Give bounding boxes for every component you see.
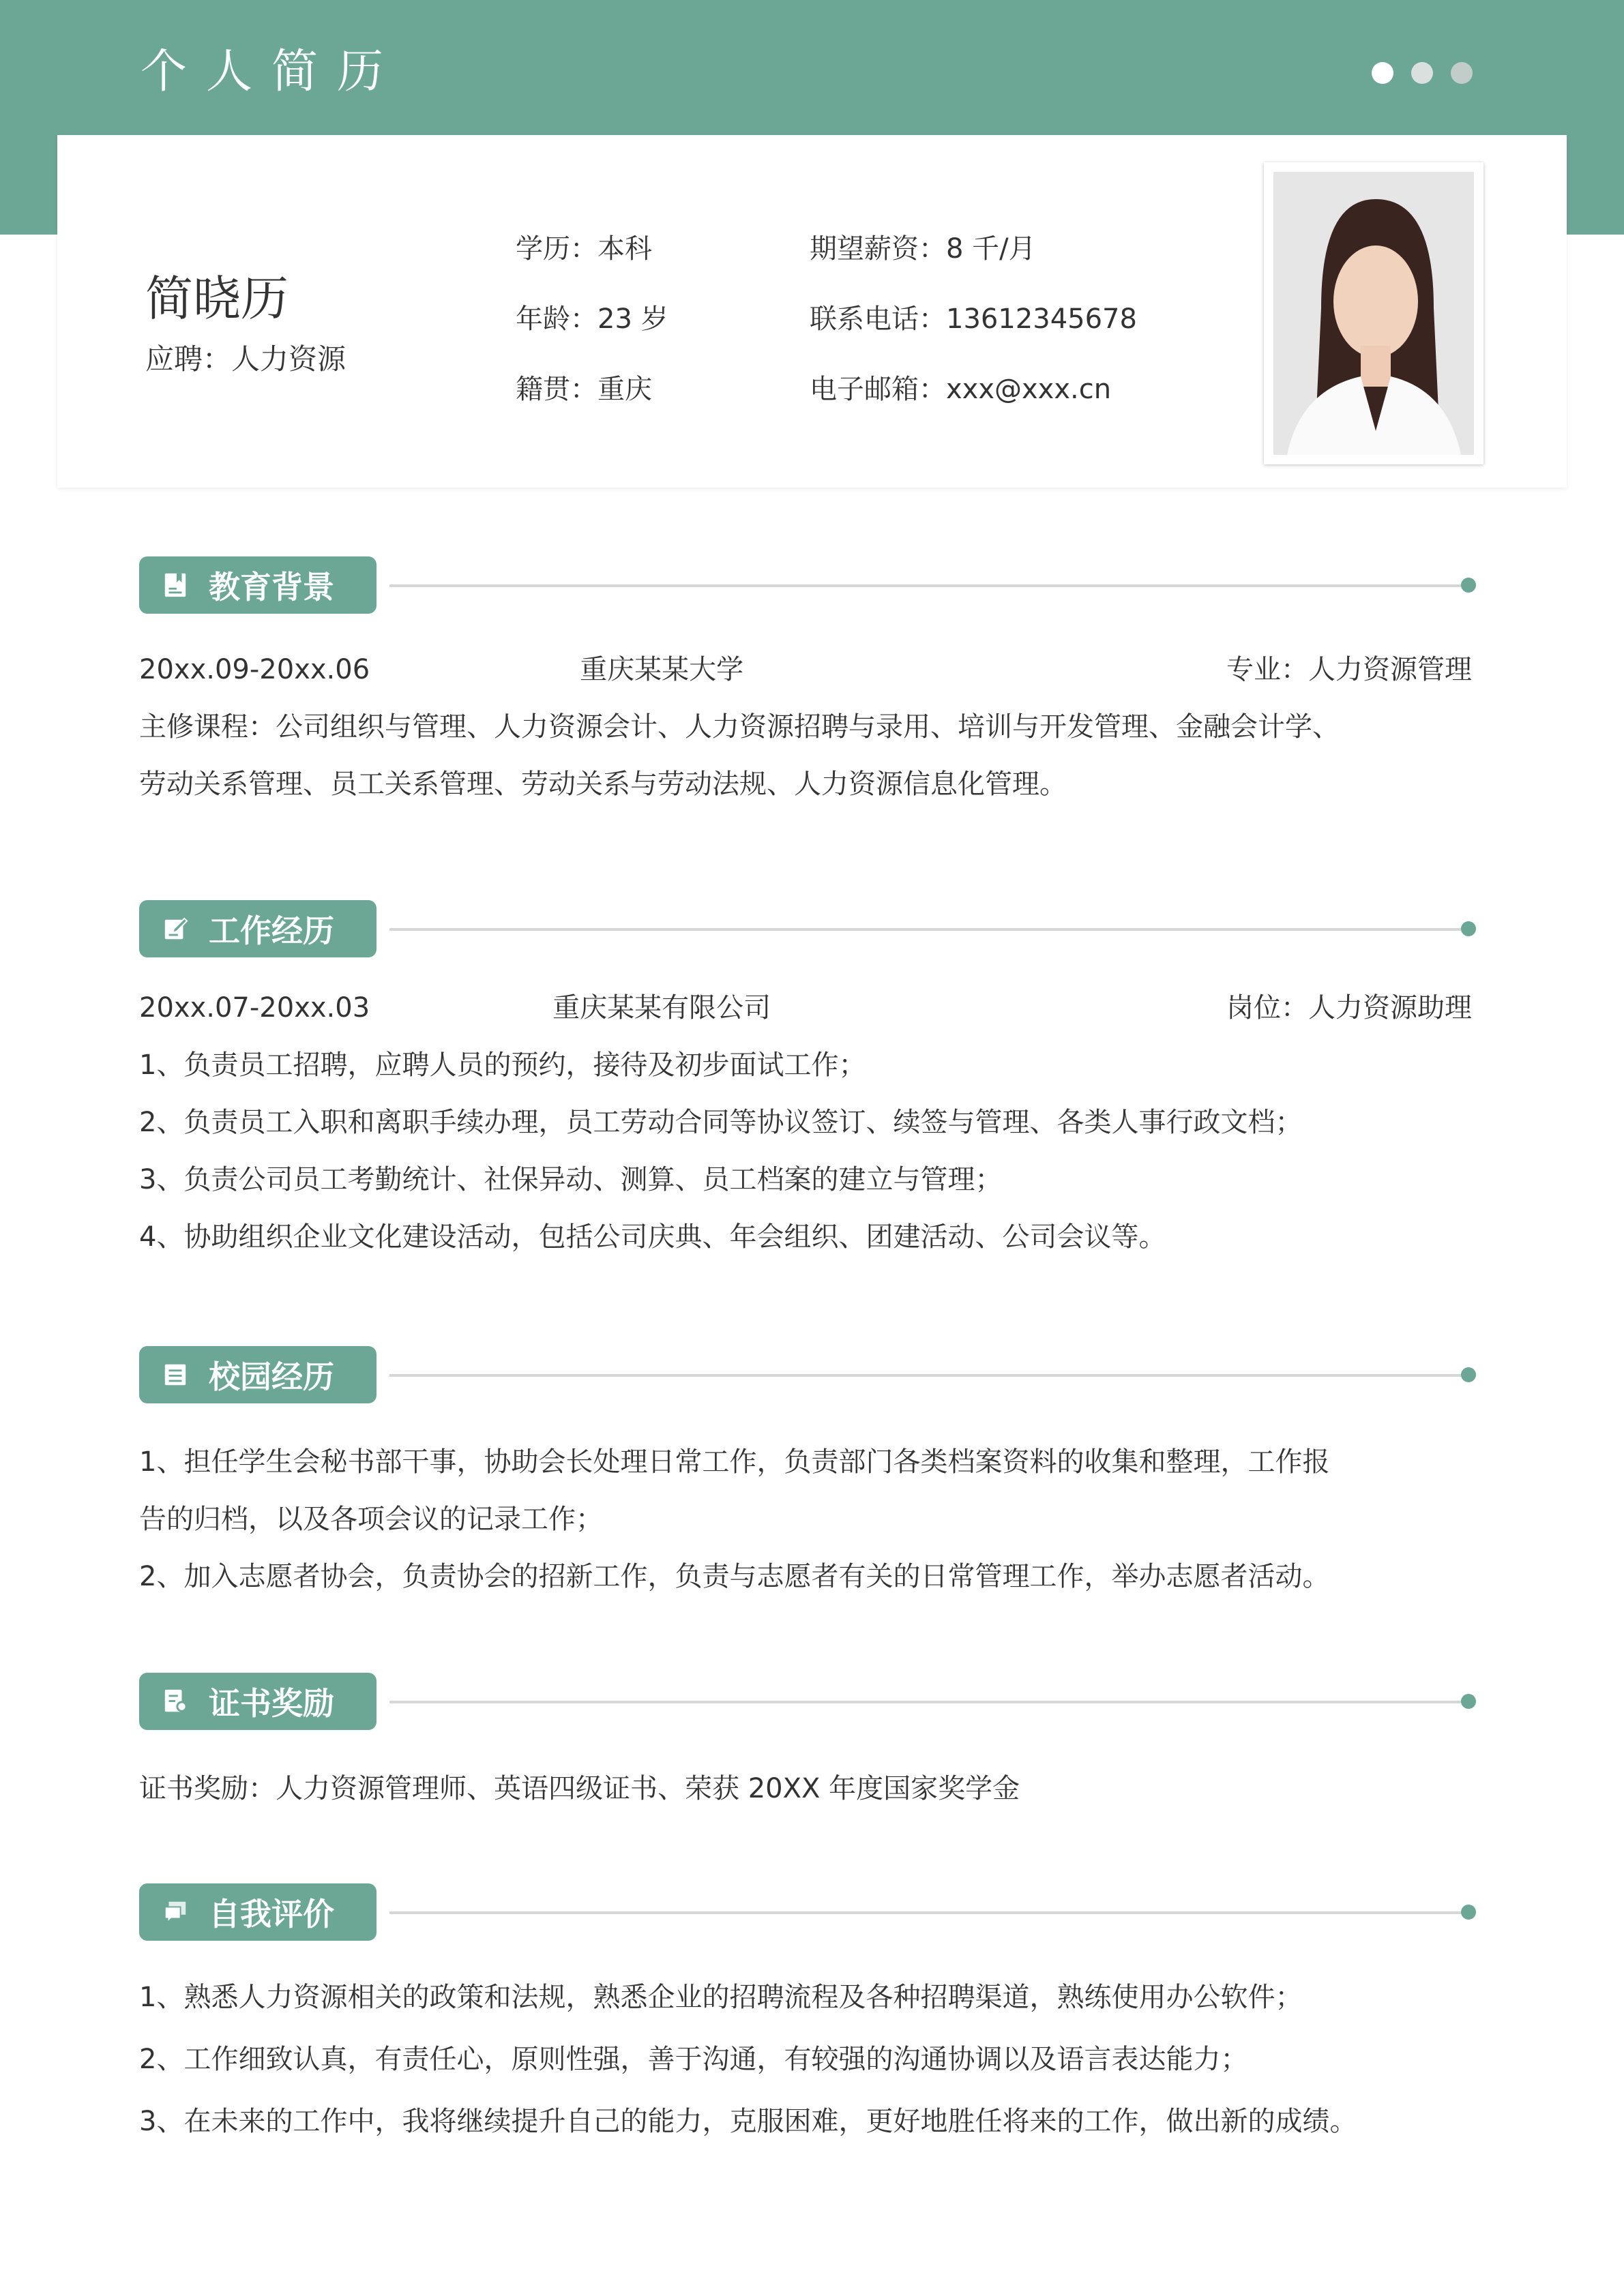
cert-line: 证书奖励：人力资源管理师、英语四级证书、荣获 20XX 年度国家奖学金 (139, 1773, 1020, 1804)
page-title: 个人简历 (141, 45, 403, 99)
decor-dot-2 (1411, 62, 1433, 84)
divider-dot (1461, 921, 1476, 936)
book-icon (162, 571, 188, 599)
work-line: 2、负责员工入职和离职手续办理，员工劳动合同等协议签订、续签与管理、各类人事行政文档； (139, 1107, 1303, 1138)
edu-period: 20xx.09-20xx.06 (139, 654, 370, 685)
divider-line (389, 584, 1465, 587)
section-tag (139, 1883, 377, 1941)
section-title: 自我评价 (209, 1896, 334, 1933)
work-company: 重庆某某有限公司 (552, 992, 771, 1024)
info-phone: 联系电话：13612345678 (810, 303, 1137, 335)
profile-name: 简晓历 (145, 271, 289, 327)
section-cert (139, 1673, 1476, 1817)
info-salary: 期望薪资：8 千/月 (810, 233, 1036, 265)
work-line: 3、负责公司员工考勤统计、社保异动、测算、员工档案的建立与管理； (139, 1164, 1003, 1195)
divider-line (389, 928, 1465, 931)
certificate-icon (162, 1688, 188, 1715)
profile-photo (1264, 162, 1483, 464)
info-email: 电子邮箱：xxx@xxx.cn (810, 374, 1112, 405)
section-title: 工作经历 (209, 912, 334, 949)
decor-dot-3 (1451, 62, 1473, 84)
section-title: 校园经历 (209, 1358, 334, 1395)
divider-dot (1461, 1367, 1476, 1382)
profile-apply: 应聘：人力资源 (145, 342, 346, 376)
section-tag (139, 1673, 377, 1730)
info-age: 年龄：23 岁 (516, 303, 668, 335)
edu-major: 专业：人力资源管理 (1226, 654, 1472, 685)
self-line: 1、熟悉人力资源相关的政策和法规，熟悉企业的招聘流程及各种招聘渠道，熟练使用办公软件； (139, 1982, 1303, 2013)
edit-icon (162, 915, 188, 942)
edu-school: 重庆某某大学 (580, 654, 744, 685)
divider-dot (1461, 1905, 1476, 1920)
work-position: 岗位：人力资源助理 (1226, 992, 1472, 1024)
section-campus (139, 1346, 1476, 1605)
campus-line: 1、担任学生会秘书部干事，协助会长处理日常工作，负责部门各类档案资料的收集和整理，工作报 (139, 1446, 1330, 1478)
section-title: 教育背景 (209, 569, 334, 606)
decor-dot-1 (1372, 62, 1393, 84)
section-self (139, 1883, 1476, 2153)
divider-line (389, 1911, 1465, 1914)
work-line: 1、负责员工招聘，应聘人员的预约，接待及初步面试工作； (139, 1049, 866, 1081)
info-hometown: 籍贯：重庆 (516, 374, 652, 405)
divider-line (389, 1374, 1465, 1377)
work-line: 4、协助组织企业文化建设活动，包括公司庆典、年会组织、团建活动、公司会议等。 (139, 1221, 1166, 1253)
edu-line: 劳动关系管理、员工关系管理、劳动关系与劳动法规、人力资源信息化管理。 (139, 769, 1067, 800)
divider-line (389, 1701, 1465, 1703)
section-education (139, 556, 1476, 813)
section-tag (139, 1346, 377, 1403)
divider-dot (1461, 1694, 1476, 1709)
info-education: 学历：本科 (516, 233, 652, 265)
section-title: 证书奖励 (209, 1685, 334, 1722)
campus-line: 2、加入志愿者协会，负责协会的招新工作，负责与志愿者有关的日常管理工作，举办志愿者活动。 (139, 1561, 1330, 1592)
self-line: 3、在未来的工作中，我将继续提升自己的能力，克服困难，更好地胜任将来的工作，做出新的成绩。 (139, 2106, 1357, 2137)
edu-line: 主修课程：公司组织与管理、人力资源会计、人力资源招聘与录用、培训与开发管理、金融会计学、 (139, 711, 1340, 743)
divider-dot (1461, 578, 1476, 593)
section-tag (139, 556, 377, 614)
self-line: 2、工作细致认真，有责任心，原则性强，善于沟通，有较强的沟通协调以及语言表达能力； (139, 2044, 1248, 2075)
document-icon (162, 1361, 188, 1388)
comment-icon (162, 1898, 188, 1926)
section-work (139, 900, 1476, 1266)
section-tag (139, 900, 377, 957)
work-period: 20xx.07-20xx.03 (139, 992, 370, 1024)
campus-line: 告的归档，以及各项会议的记录工作； (139, 1504, 603, 1535)
